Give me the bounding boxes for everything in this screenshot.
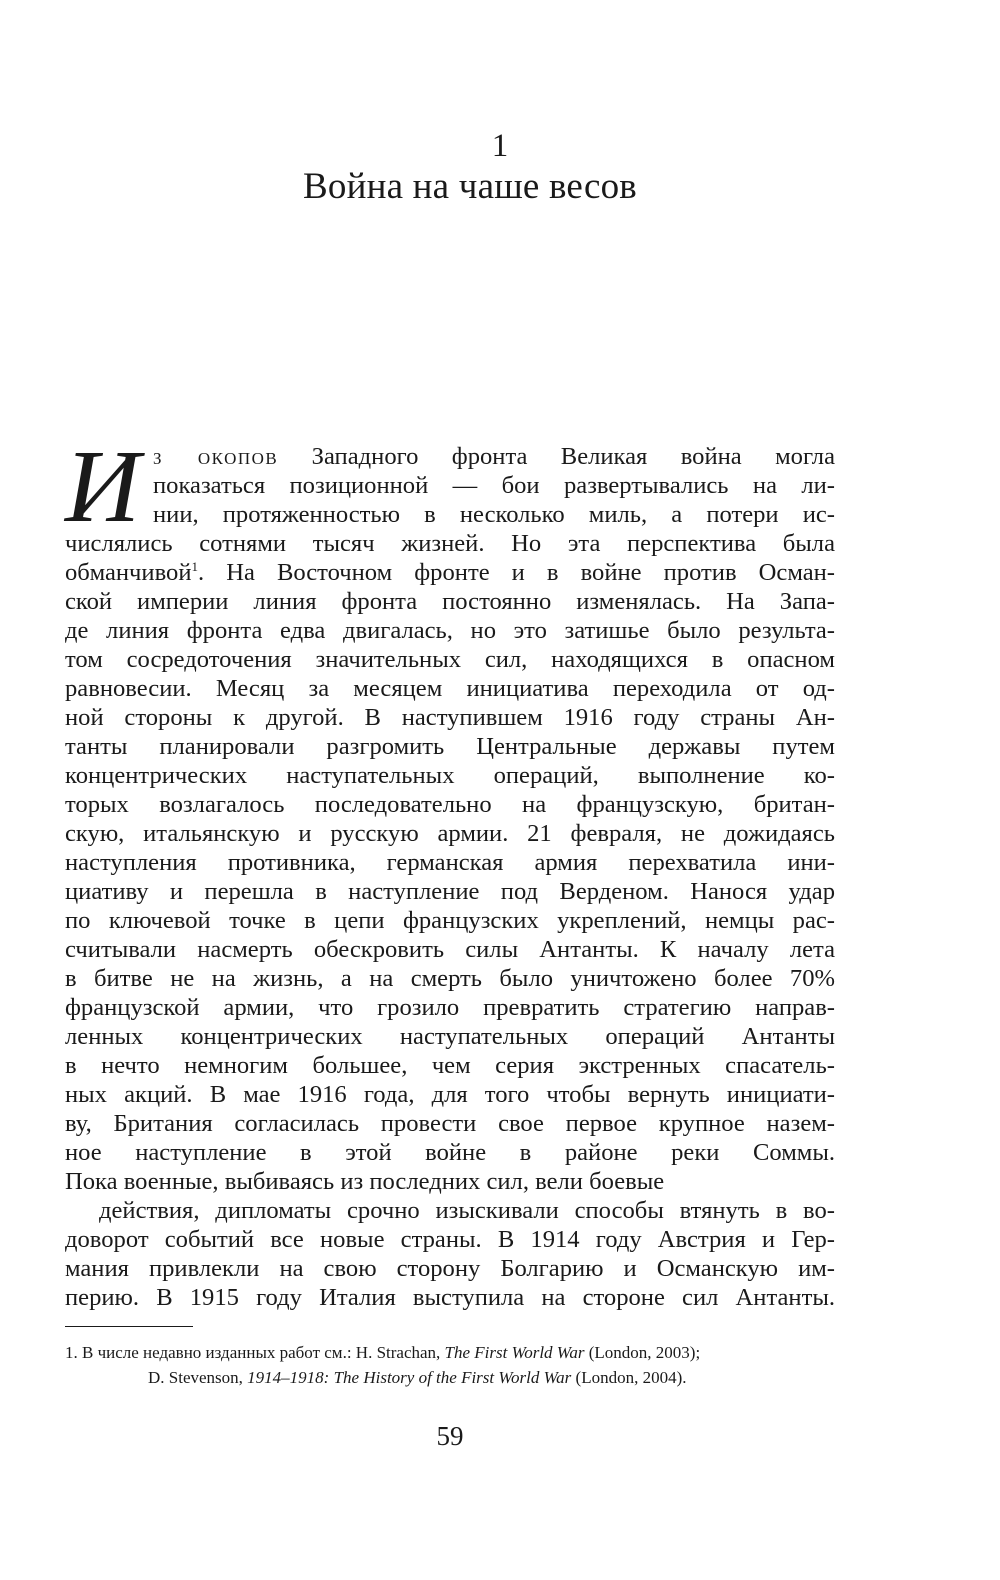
text-line: обманчивой$^1$. На Восточном фронте и в войне против Осман-	[65, 559, 835, 586]
footnote-title: 1914–1918: The History of the First World War	[247, 1368, 572, 1387]
drop-cap: И	[65, 429, 141, 544]
text-line: Пока военные, выбиваясь из последних сил, вели боевые	[65, 1168, 665, 1195]
footnote-divider	[65, 1326, 193, 1327]
text-line: де линия фронта едва двигалась, но это затишье было результа-	[65, 617, 835, 644]
text-line: торых возлагалось последовательно на французскую, британ-	[65, 791, 835, 818]
text-line: ской империи линия фронта постоянно изменялась. На Запа-	[65, 588, 835, 615]
chapter-title: Война на чаше весов	[303, 166, 637, 207]
text-line: ленных концентрических наступательных операций Антанты	[65, 1023, 835, 1050]
text-line: мания привлекли на свою сторону Болгарию и Османскую им-	[65, 1255, 835, 1282]
text-line: по ключевой точке в цепи французских укреплений, немцы рас-	[65, 907, 835, 934]
text-line: з окопов Западного фронта Великая война могла	[153, 443, 835, 470]
footnote-line: 1. В числе недавно изданных работ см.: H. Strachan, The First World War (London, 2003);	[65, 1343, 701, 1362]
footnotes	[65, 1340, 835, 1390]
text-line: наступления противника, германская армия перехватила ини-	[65, 849, 835, 876]
text-line: действия, дипломаты срочно изыскивали способы втянуть в во-	[99, 1197, 835, 1224]
body-text	[65, 429, 835, 1312]
text-line: считывали насмерть обескровить силы Антанты. К началу лета	[65, 936, 835, 963]
text-line: том сосредоточения значительных сил, находящихся в опасном	[65, 646, 835, 673]
text-line: скую, итальянскую и русскую армии. 21 февраля, не дожидаясь	[65, 820, 835, 847]
text-line: числялись сотнями тысяч жизней. Но эта перспектива была	[65, 530, 835, 557]
text-line: ной стороны к другой. В наступившем 1916 году страны Ан-	[65, 704, 835, 731]
page-number: 59	[436, 1421, 464, 1451]
footnote-marker: 1.	[65, 1343, 78, 1362]
text-line: ву, Британия согласилась провести свое первое крупное назем-	[65, 1110, 835, 1137]
footnote-title: The First World War	[444, 1343, 585, 1362]
text-line: циативу и перешла в наступление под Верденом. Нанося удар	[65, 878, 835, 905]
text-line: концентрических наступательных операций, выполнение ко-	[65, 762, 835, 789]
text-line: доворот событий все новые страны. В 1914 году Австрия и Гер-	[65, 1226, 835, 1253]
text-line: показаться позиционной — бои развертывались на ли-	[153, 472, 835, 499]
text-line: ное наступление в этой войне в районе реки Соммы.	[65, 1139, 835, 1166]
text-line: в битве не на жизнь, а на смерть было уничтожено более 70%	[65, 965, 835, 992]
text-line: танты планировали разгромить Центральные державы путем	[65, 733, 835, 760]
text-line: ных акций. В мае 1916 года, для того чтобы вернуть инициати-	[65, 1081, 835, 1108]
text-line: равновесии. Месяц за месяцем инициатива переходила от од-	[65, 675, 835, 702]
text-line: в нечто немногим большее, чем серия экстренных спасатель-	[65, 1052, 835, 1079]
text-line: французской армии, что грозило превратить стратегию направ-	[65, 994, 835, 1021]
text-line: нии, протяженностью в несколько миль, а потери ис-	[153, 501, 835, 528]
chapter-number: 1	[491, 128, 509, 164]
lead-in-smallcaps: з окопов	[153, 443, 279, 470]
footnote-line: D. Stevenson, 1914–1918: The History of the First World War (London, 2004).	[148, 1368, 687, 1387]
footnote-reference[interactable]: 1	[191, 559, 198, 574]
text-line: перию. В 1915 году Италия выступила на стороне сил Антанты.	[65, 1284, 835, 1311]
